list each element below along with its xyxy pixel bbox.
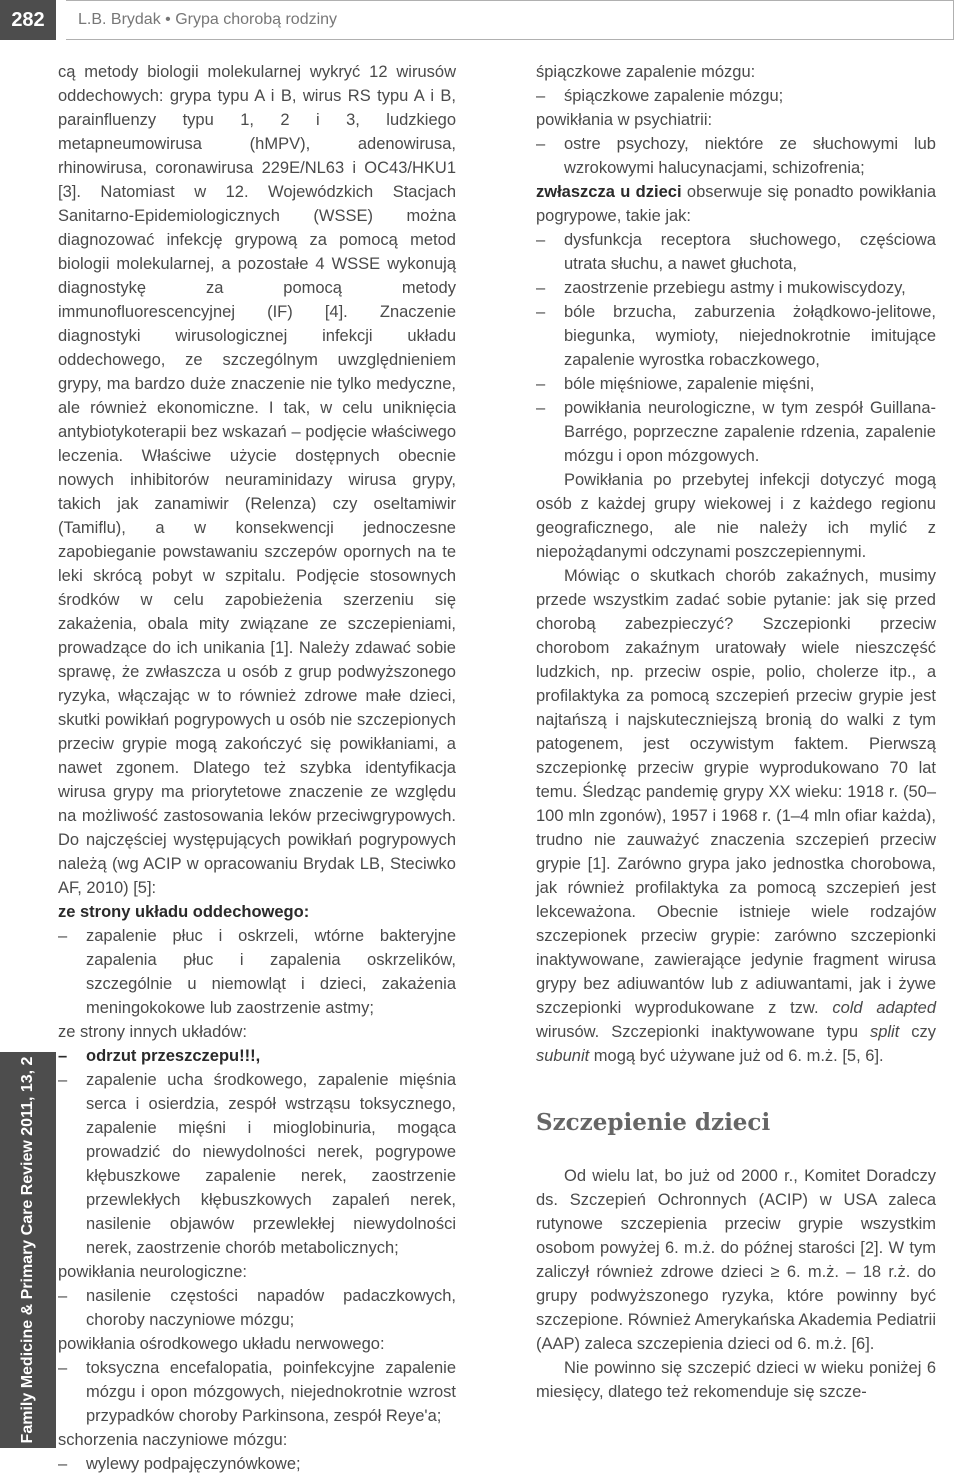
intro-paragraph: cą metody biologii molekularnej wykryć 12 wirusów oddechowych: grypa typu A i B, wirus RS typu A i B, parainfluenzy typu 1, 2 i 3, ludzkiego metapneumowirusa (hMPV), adenowirusa, rhinowirusa, coronawirusa 229E/NL63 i OC43/HKU1 [3]. Natomiast w 12. Wojewódzkich Stacjach Sanitarno-Epidemiologicznych (WSSE) można diagnozować infekcję grypową za pomocą metod biologii molekularnej, a pozostałe 4 WSSE wykonują diagnostykę za pomocą metody immunofluorescencyjnej (IF) [4]. Znaczenie diagnostyki wirusologicznej infekcji układu oddechowego, ze szczególnym uwzględnieniem grypy, ma bardzo duże znaczenie nie tylko medyczne, ale również ekonomiczne. I tak, w celu uniknięcia antybiotykoterapii bez wskazań – podjęcie właściwego leczenia. Właściwe użycie dostępnych obecnie nowych inhibitorów neuraminidazy wirusa grypy, takich jak zanamiwir (Relenza) czy oseltamiwir (Tamiflu), a w konsekwencji jednoczesne zapobieganie powstawaniu szczepów opornych na te leki skrócą pobyt w szpitalu. Podjęcie stosownych środków w celu zapobieżenia szerzeniu się zakażenia, obala mity związane ze szczepieniami, prowadzące do ich unikania [1]. Należy zdawać sobie sprawę, że zwłaszcza u osób z grup podwyższonego ryzyka, włączając w to również zdrowe małe dzieci, skutki powikłań pogrypowych u osób nie szczepionych przeciw grypie mogą zakończyć się powikłaniami, a nawet zgonem. Dlatego też szybka identyfikacja wirusa grypy ma priorytetowe znaczenie ze względu na możliwość zastosowania leków przeciwgrypowych. Do najczęściej występujących powikłań pogrypowych należą (wg ACIP w opracowaniu Brydak LB, Steciwko AF, 2010) [5]:	[58, 63, 456, 897]
text-run: Mówiąc o skutkach chorób zakaźnych, musimy przede wszystkim zadać sobie pytanie: jak się przed chorobą zabezpieczyć? Szczepionki przeciw chorobom zakaźnym uratowały wiele nieszczęść ludzkich, np. przeciw ospie, polio, cholerze itp., a profilaktyka za pomocą szczepień przeciw grypie jest najtańszą i najskuteczniejszą bronią do walki z tym patogenem, jest oczywistym faktem. Pierwszą szczepionkę przeciw grypie wyprodukowano 70 lat temu. Śledząc pandemię grypy XX wieku: 1918 r. (50–100 mln zgonów), 1957 i 1968 r. (1–4 mln ofiar każda), trudno nie zauważyć znaczenia szczepień przeciw grypie [1]. Zarówno grypa jako jednostka chorobowa, jak również profilaktyka za pomocą szczepień jest lekceważona. Obecnie istnieje wiele rodzajów szczepionek przeciw grypie: zarówno szczepionki inaktywowane, zawierające jedynie fragment wirusa grypy bez adiuwantów lub z adiuwantami, jak i żywe szczepionki wyprodukowane z tzw.	[536, 567, 936, 1017]
list-item: – toksyczna encefalopatia, poinfekcyjne zapalenie mózgu i opon mózgowych, niejednokrotnie wzrost przypadków choroby Parkinsona, zespół Reye'a;	[58, 1356, 456, 1428]
neuro-heading: powikłania neurologiczne:	[58, 1263, 247, 1281]
vascular-heading: schorzenia naczyniowe mózgu:	[58, 1431, 288, 1449]
page-number: 282	[0, 0, 56, 40]
italic-term: subunit	[536, 1047, 590, 1065]
children-intro	[536, 180, 936, 228]
list-item: – zapalenie ucha środkowego, zapalenie mięśnia serca i osierdzia, zespół wstrząsu toksycznego, zapalenie mięśni i mioglobinuria, mogąca prowadzić do niewydolności nerek, pogrypowe kłębuszkowe zapalenie nerek, zaostrzenie przewlekłych kłębuszkowych zapaleń nerek, nasilenie objawów przewlekłej niewydolności nerek, zaostrzenie chorób metabolicznych;	[58, 1068, 456, 1260]
acip-paragraph: Od wielu lat, bo już od 2000 r., Komitet Doradczy ds. Szczepień Ochronnych (ACIP) w USA zaleca rutynowe szczepienia przeciw grypie wszystkim osobom powyżej 6. m.ż. do późnej starości [2]. W tym zaliczył również zdrowe dzieci ≥ 6. m.ż. – 18 r.ż. do grupy podwyższonego ryzyka, które powinny być szczepione. Również Amerykańska Akademia Pediatrii (AAP) zaleca szczepienia dzieci od 6. m.ż. [6].	[536, 1167, 936, 1353]
other-systems-heading: ze strony innych układów:	[58, 1023, 247, 1041]
children-intro-text: obserwuje się ponadto powikłania pogrypowe, takie jak:	[536, 183, 936, 225]
cns-heading: powikłania ośrodkowego układu nerwowego:	[58, 1335, 385, 1353]
list-item: – nasilenie częstości napadów padaczkowych, choroby naczyniowe mózgu;	[58, 1284, 456, 1332]
list-item: – powikłania neurologiczne, w tym zespół Guillana-Barrégo, poprzeczne zapalenie rdzenia, zapalenie mózgu i opon mózgowych.	[536, 396, 936, 468]
text-run: czy	[899, 1023, 936, 1041]
list-item: – śpiączkowe zapalenie mózgu;	[536, 84, 936, 108]
complications-paragraph: Powikłania po przebytej infekcji dotyczyć mogą osób z każdej grupy wiekowej i z każdego regionu geograficznego, ale nie należy ich mylić z niepożądanymi odczynami poszczepiennymi.	[536, 471, 936, 561]
right-column	[536, 60, 936, 1404]
list-item: – dysfunkcja receptora słuchowego, częściowa utrata słuchu, a nawet głuchota,	[536, 228, 936, 276]
running-head: L.B. Brydak • Grypa chorobą rodziny	[66, 0, 954, 40]
journal-sidebar-label: Family Medicine & Primary Care Review 2011, 13, 2	[19, 1056, 36, 1444]
italic-term: split	[869, 1023, 900, 1041]
respiratory-heading: ze strony układu oddechowego:	[58, 903, 310, 921]
list-item: – wylewy podpajęczynówkowe;	[58, 1452, 456, 1476]
list-item: – ostre psychozy, niektóre ze słuchowymi lub wzrokowymi halucynacjami, schizofrenia;	[536, 132, 936, 180]
psychiatry-heading: powikłania w psychiatrii:	[536, 111, 713, 129]
list-item: – bóle mięśniowe, zapalenie mięśni,	[536, 372, 936, 396]
children-emphasis: zwłaszcza u dzieci	[536, 183, 682, 201]
sleep-heading: śpiączkowe zapalenie mózgu:	[536, 63, 756, 81]
last-paragraph: Nie powinno się szczepić dzieci w wieku poniżej 6 miesięcy, dlatego też rekomenduje się szcze-	[536, 1359, 936, 1401]
left-column	[58, 60, 456, 1476]
list-item: – odrzut przeszczepu!!!,	[58, 1044, 456, 1068]
list-item: – zaostrzenie przebiegu astmy i mukowiscydozy,	[536, 276, 936, 300]
text-run: mogą być używane już od 6. m.ż. [5, 6].	[589, 1047, 884, 1065]
list-item: – bóle brzucha, zaburzenia żołądkowo-jelitowe, biegunka, wymioty, niejednokrotnie imitujące zapalenie wyrostka robaczkowego,	[536, 300, 936, 372]
list-item: – zapalenie płuc i oskrzeli, wtórne bakteryjne zapalenia płuc i zapalenia oskrzelików, szczególnie u niemowląt i dzieci, zakażenia meningokokowe lub zaostrzenie astmy;	[58, 924, 456, 1020]
infectious-diseases-paragraph	[536, 564, 936, 1068]
section-title: Szczepienie dzieci	[536, 1109, 771, 1136]
italic-term: cold adapted	[832, 999, 936, 1017]
text-run: wirusów. Szczepionki inaktywowane typu	[536, 1023, 870, 1041]
